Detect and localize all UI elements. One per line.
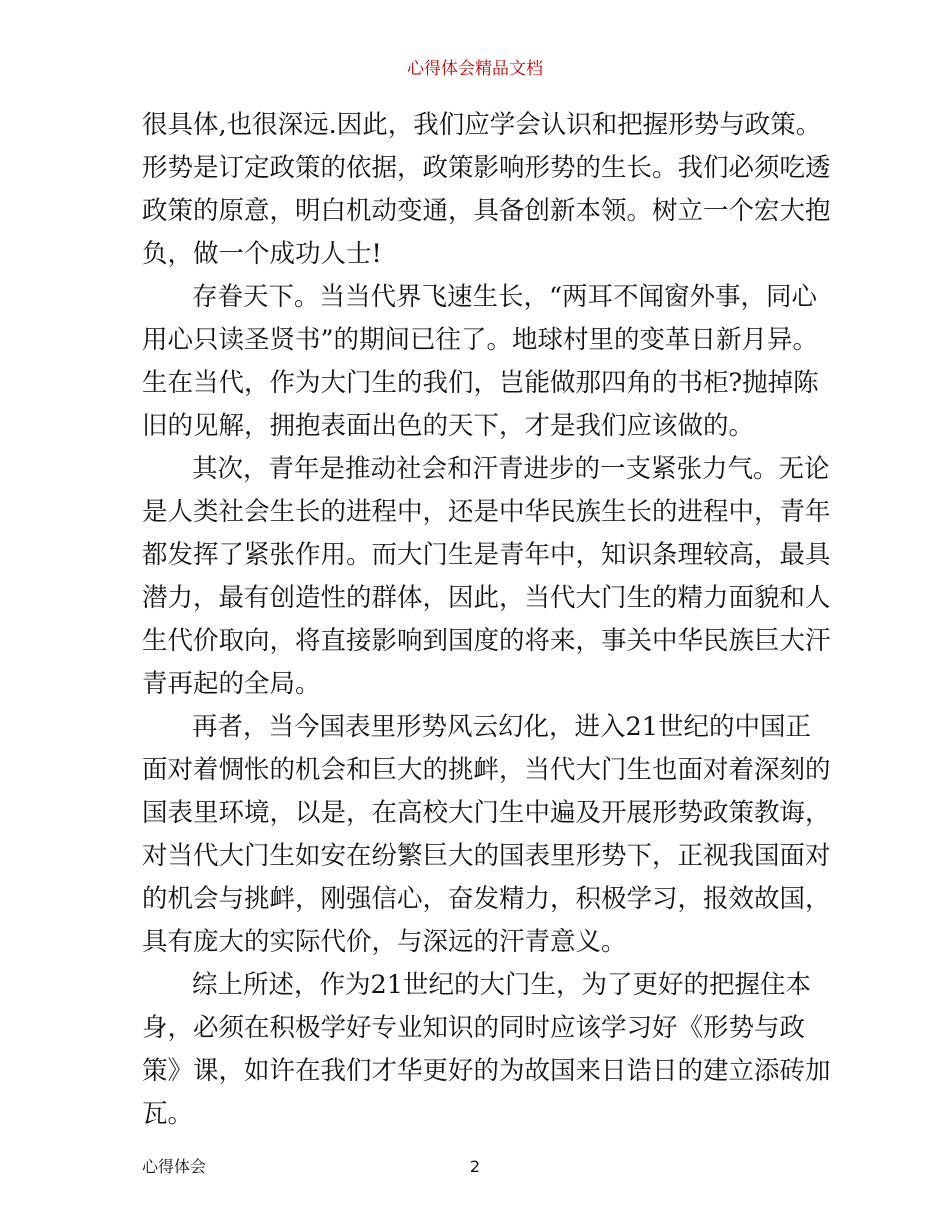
body-line-21: 综上所述，作为21世纪的大门生，为了更好的把握住本 — [192, 970, 811, 1000]
body-line-10: 是人类社会生长的进程中，还是中华民族生长的进程中，青年 — [142, 497, 831, 527]
body-line-2: 形势是订定政策的依据，政策影响形势的生长。我们必须吃透 — [142, 153, 831, 183]
body-line-3: 政策的原意，明白机动变通，具备创新本领。树立一个宏大抱 — [142, 196, 831, 226]
body-line-18: 对当代大门生如安在纷繁巨大的国表里形势下，正视我国面对 — [142, 841, 831, 871]
body-line-6: 用心只读圣贤书”的期间已往了。地球村里的变革日新月异。 — [142, 325, 819, 355]
body-line-12: 潜力，最有创造性的群体，因此，当代大门生的精力面貌和人 — [142, 583, 831, 613]
page-number: 2 — [469, 1157, 481, 1176]
body-line-5: 存眷天下。当当代界飞速生长，“两耳不闻窗外事，同心 — [192, 282, 818, 312]
body-line-13: 生代价取向，将直接影响到国度的将来，事关中华民族巨大汗 — [142, 626, 831, 656]
body-line-22: 身，必须在积极学好专业知识的同时应该学习好《形势与政 — [142, 1013, 806, 1043]
body-line-17: 国表里环境，以是，在高校大门生中遍及开展形势政策教诲， — [142, 798, 831, 828]
body-line-9: 其次，青年是推动社会和汗青进步的一支紧张力气。无论 — [192, 454, 830, 484]
body-line-8: 旧的见解，拥抱表面出色的天下，才是我们应该做的。 — [142, 411, 755, 441]
body-line-16: 面对着惆怅的机会和巨大的挑衅，当代大门生也面对着深刻的 — [142, 755, 831, 785]
body-line-4: 负，做一个成功人士! — [142, 239, 382, 269]
document-body — [142, 104, 831, 1136]
body-line-14: 青再起的全局。 — [142, 669, 321, 699]
body-line-20: 具有庞大的实际代价，与深远的汗青意义。 — [142, 927, 627, 957]
body-line-11: 都发挥了紧张作用。而大门生是青年中，知识条理较高，最具 — [142, 540, 831, 570]
body-line-23: 策》课，如许在我们才华更好的为故国来日诰日的建立添砖加 — [142, 1056, 831, 1086]
body-line-19: 的机会与挑衅，刚强信心，奋发精力，积极学习，报效故国， — [142, 884, 831, 914]
body-line-15: 再者，当今国表里形势风云幻化，进入21世纪的中国正 — [192, 712, 811, 742]
body-line-24: 瓦。 — [142, 1099, 194, 1129]
body-line-1: 很具体,也很深远.因此，我们应学会认识和把握形势与政策。 — [142, 110, 822, 140]
body-line-7: 生在当代，作为大门生的我们，岂能做那四角的书柜?抛掉陈 — [142, 368, 819, 398]
document-header-title: 心得体会精品文档 — [407, 59, 543, 79]
footer-label: 心得体会 — [142, 1157, 207, 1176]
